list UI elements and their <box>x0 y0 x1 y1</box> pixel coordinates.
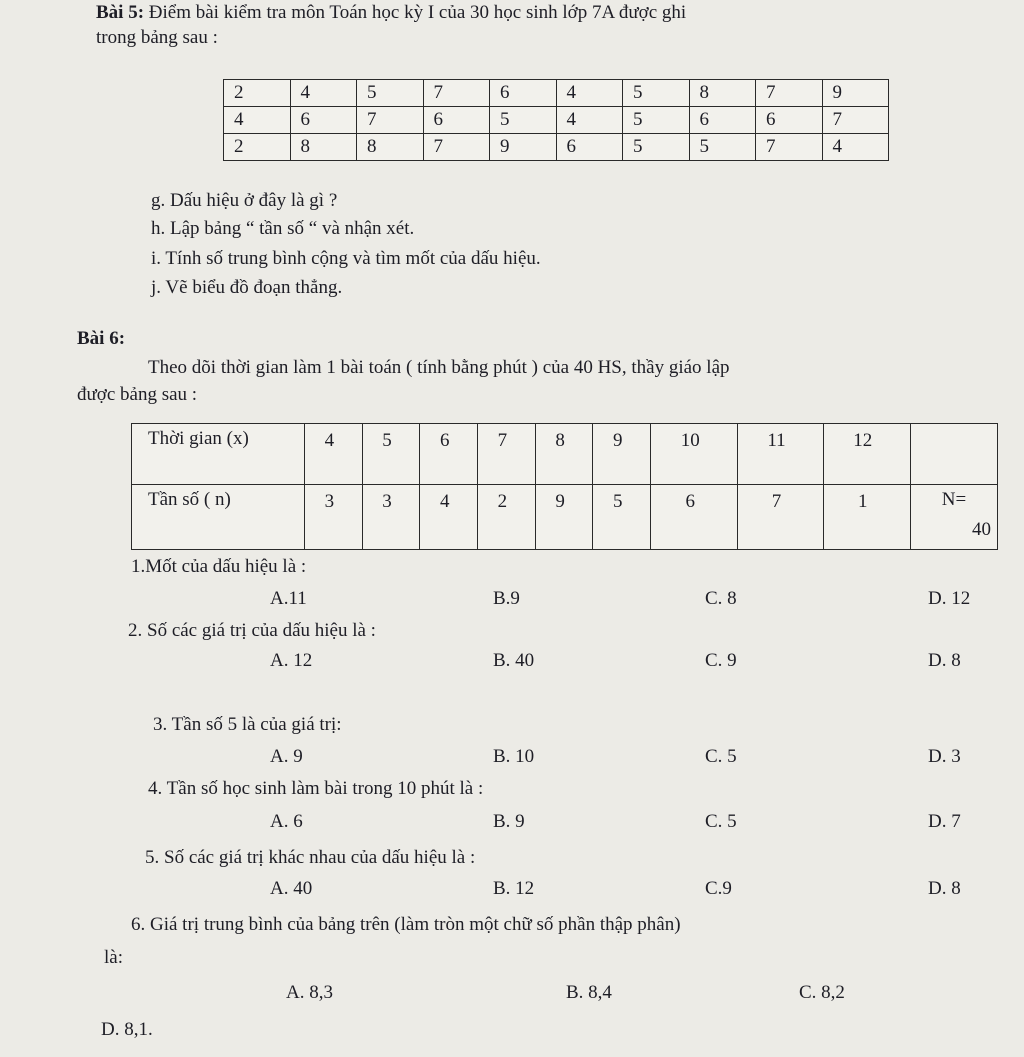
table-cell: 5 <box>623 107 690 134</box>
bai5-score-table <box>223 79 889 161</box>
bai6-heading: Bài 6: <box>77 328 126 349</box>
bai5-question-j: j. Vẽ biểu đồ đoạn thẳng. <box>151 277 343 298</box>
option-4b: B. 9 <box>493 811 525 832</box>
table-cell: 9 <box>822 80 889 107</box>
bai5-intro-line2: trong bảng sau : <box>96 27 218 48</box>
table-row <box>224 80 889 107</box>
table-cell: 8 <box>290 134 357 161</box>
option-2a: A. 12 <box>270 650 313 671</box>
table-cell: 3 <box>362 485 420 550</box>
table-cell: 6 <box>423 107 490 134</box>
option-1b: B.9 <box>493 588 520 609</box>
table-cell: 4 <box>822 134 889 161</box>
table-row <box>224 107 889 134</box>
option-5c: C.9 <box>705 878 732 899</box>
table-cell: 6 <box>490 80 557 107</box>
table-cell: 7 <box>357 107 424 134</box>
bai5-question-h: h. Lập bảng “ tần số “ và nhận xét. <box>151 218 415 239</box>
table-cell: 5 <box>362 424 420 485</box>
table-cell: 6 <box>689 107 756 134</box>
table-cell: 5 <box>623 80 690 107</box>
option-6a: A. 8,3 <box>286 982 333 1003</box>
question-6-cont: là: <box>104 947 123 968</box>
bai5-question-g: g. Dấu hiệu ở đây là gì ? <box>151 190 338 211</box>
option-3b: B. 10 <box>493 746 535 767</box>
bai6-frequency-table <box>131 423 998 550</box>
table-cell: 5 <box>357 80 424 107</box>
option-6b: B. 8,4 <box>566 982 612 1003</box>
table-cell: 5 <box>623 134 690 161</box>
table-cell: 4 <box>556 107 623 134</box>
table-cell-empty <box>911 424 998 485</box>
table-row <box>132 485 998 550</box>
table-cell: 5 <box>593 485 651 550</box>
table-cell: 2 <box>478 485 536 550</box>
table-cell: 4 <box>224 107 291 134</box>
table-cell: 10 <box>651 424 738 485</box>
option-6d: D. 8,1. <box>101 1019 153 1040</box>
table-cell: 2 <box>224 134 291 161</box>
question-1: 1.Mốt của dấu hiệu là : <box>131 556 307 577</box>
table-cell: 6 <box>420 424 478 485</box>
bai5-intro-line1: Điểm bài kiểm tra môn Toán học kỳ I của 30 học sinh lớp 7A được ghi <box>148 2 687 23</box>
total-label: N= <box>941 489 967 510</box>
table-cell: 11 <box>738 424 823 485</box>
table-cell: 6 <box>756 107 823 134</box>
option-4d: D. 7 <box>928 811 961 832</box>
table-cell: 7 <box>423 80 490 107</box>
option-3a: A. 9 <box>270 746 303 767</box>
option-2b: B. 40 <box>493 650 535 671</box>
table-cell: 5 <box>689 134 756 161</box>
table-cell: 7 <box>478 424 536 485</box>
table-cell: 5 <box>490 107 557 134</box>
table-cell: 2 <box>224 80 291 107</box>
table-cell: 8 <box>357 134 424 161</box>
table-cell: 8 <box>689 80 756 107</box>
table-cell: 9 <box>593 424 651 485</box>
table-row <box>224 134 889 161</box>
total-value: 40 <box>972 519 991 540</box>
table-cell: 9 <box>490 134 557 161</box>
table-row <box>132 424 998 485</box>
option-4a: A. 6 <box>270 811 303 832</box>
bai6-intro-line1: Theo dõi thời gian làm 1 bài toán ( tính bằng phút ) của 40 HS, thầy giáo lập <box>148 357 730 378</box>
table-cell: 7 <box>738 485 823 550</box>
table-cell: 6 <box>290 107 357 134</box>
option-5b: B. 12 <box>493 878 535 899</box>
question-4: 4. Tần số học sinh làm bài trong 10 phút là : <box>148 778 484 799</box>
table-cell: 4 <box>420 485 478 550</box>
table-cell: 7 <box>756 80 823 107</box>
table-cell: 6 <box>556 134 623 161</box>
question-5: 5. Số các giá trị khác nhau của dấu hiệu là : <box>145 847 476 868</box>
option-2c: C. 9 <box>705 650 737 671</box>
table-cell: 6 <box>651 485 738 550</box>
table-cell: 7 <box>423 134 490 161</box>
table-cell: 7 <box>822 107 889 134</box>
total-cell <box>911 485 998 550</box>
option-1c: C. 8 <box>705 588 737 609</box>
table-cell: 9 <box>535 485 593 550</box>
row-label-time: Thời gian (x) <box>132 424 305 485</box>
table-cell: 4 <box>290 80 357 107</box>
table-cell: 1 <box>823 485 910 550</box>
option-5a: A. 40 <box>270 878 313 899</box>
table-cell: 3 <box>305 485 363 550</box>
option-6c: C. 8,2 <box>799 982 845 1003</box>
table-cell: 4 <box>305 424 363 485</box>
option-3d: D. 3 <box>928 746 961 767</box>
option-5d: D. 8 <box>928 878 961 899</box>
bai5-question-i: i. Tính số trung bình cộng và tìm mốt của dấu hiệu. <box>151 248 541 269</box>
table-cell: 8 <box>535 424 593 485</box>
table-cell: 7 <box>756 134 823 161</box>
bai5-heading: Bài 5: <box>96 2 145 23</box>
option-2d: D. 8 <box>928 650 961 671</box>
question-3: 3. Tần số 5 là của giá trị: <box>153 714 342 735</box>
question-2: 2. Số các giá trị của dấu hiệu là : <box>128 620 376 641</box>
table-cell: 12 <box>823 424 910 485</box>
option-3c: C. 5 <box>705 746 737 767</box>
row-label-frequency: Tần số ( n) <box>132 485 305 550</box>
bai5-heading-line <box>96 2 686 24</box>
bai6-intro-line2: được bảng sau : <box>77 384 198 405</box>
option-1a: A.11 <box>270 588 307 609</box>
question-6: 6. Giá trị trung bình của bảng trên (làm tròn một chữ số phần thập phân) <box>131 914 681 935</box>
option-1d: D. 12 <box>928 588 971 609</box>
option-4c: C. 5 <box>705 811 737 832</box>
table-cell: 4 <box>556 80 623 107</box>
